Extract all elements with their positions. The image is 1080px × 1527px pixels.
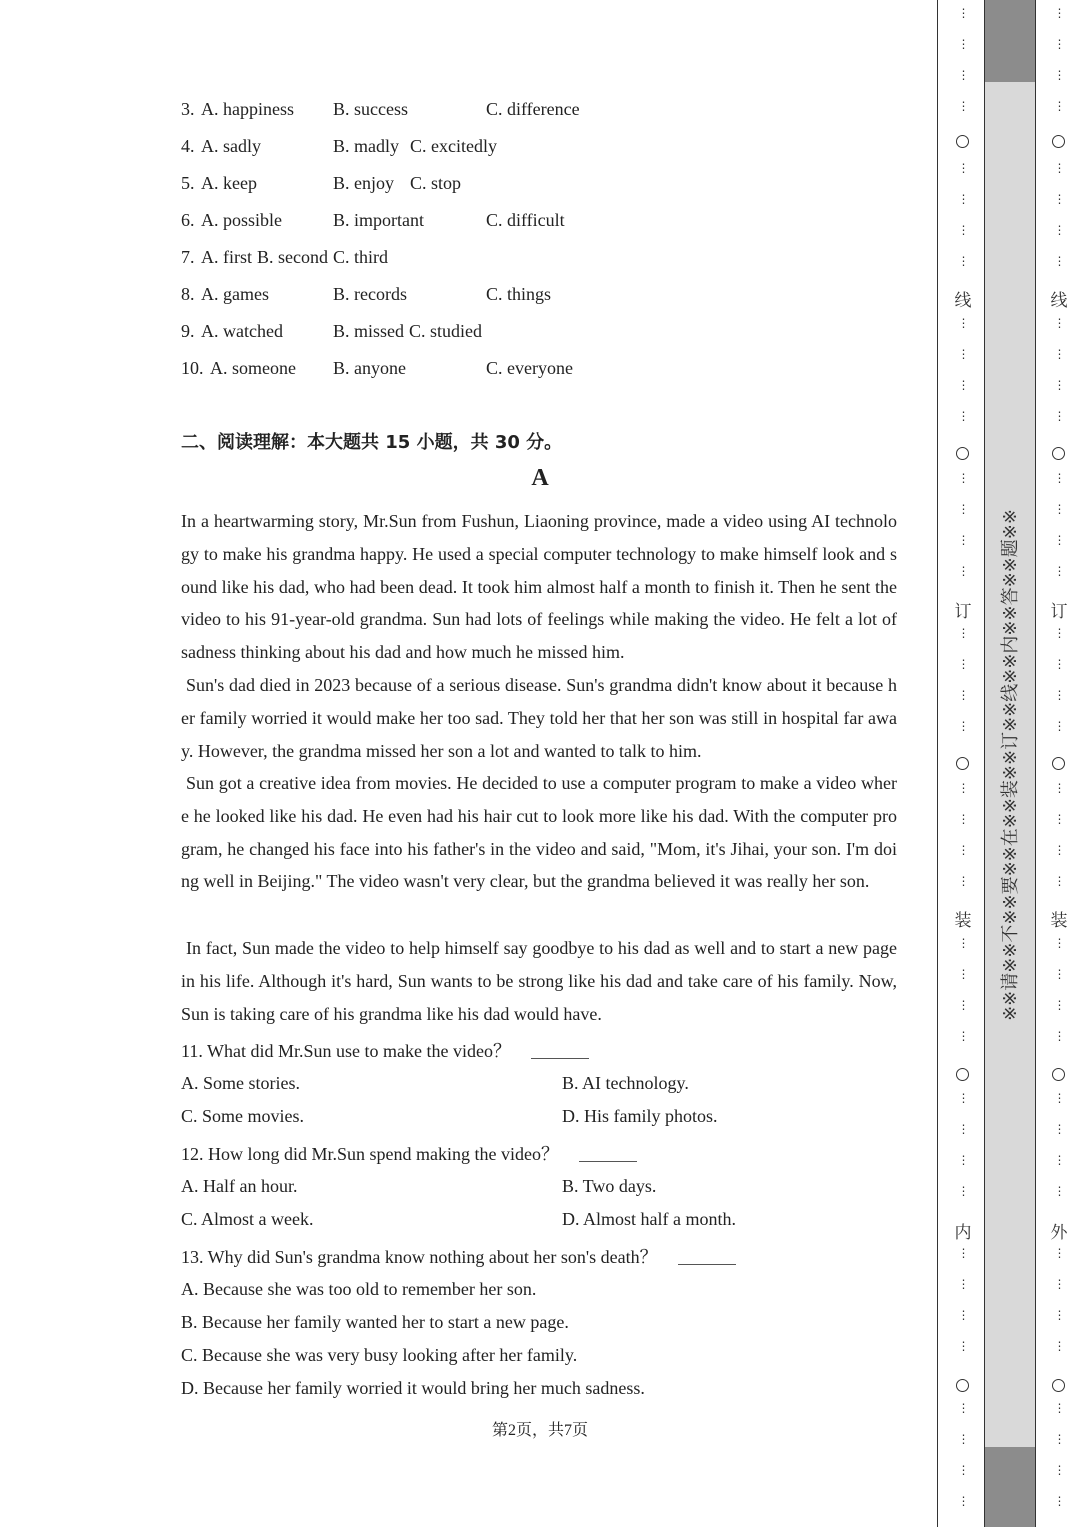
answer-blank[interactable] <box>531 1058 589 1059</box>
binding-border-line <box>937 0 938 1527</box>
binding-dots: ⋮ <box>957 998 969 1012</box>
option-a: A. first <box>201 247 252 267</box>
binding-dots: ⋮ <box>1053 6 1065 20</box>
answer-option[interactable]: A. Because she was too old to remember her son. <box>181 1279 537 1299</box>
binding-dots: ⋮ <box>1053 192 1065 206</box>
inner-binding-column <box>950 0 976 1527</box>
binding-dots: ⋮ <box>957 1339 969 1353</box>
binding-hole-ring <box>956 135 969 148</box>
answer-option[interactable]: D. His family photos. <box>562 1106 718 1126</box>
binding-dots: ⋮ <box>957 471 969 485</box>
binding-dots: ⋮ <box>957 68 969 82</box>
binding-dots: ⋮ <box>957 254 969 268</box>
binding-hole-ring <box>956 1068 969 1081</box>
binding-dots: ⋮ <box>1053 533 1065 547</box>
binding-dots: ⋮ <box>957 874 969 888</box>
binding-dots: ⋮ <box>957 533 969 547</box>
option-c: C. third <box>333 247 389 267</box>
binding-label-staple: 订 <box>1050 602 1068 622</box>
option-a: A. games <box>201 284 269 304</box>
binding-dots: ⋮ <box>957 1091 969 1105</box>
option-b: B. records <box>333 284 407 304</box>
binding-dots: ⋮ <box>957 502 969 516</box>
option-a: A. happiness <box>201 99 294 119</box>
binding-label-outer: 外 <box>1050 1223 1068 1243</box>
option-c: C. studied <box>409 321 483 341</box>
binding-hole-ring <box>1052 1379 1065 1392</box>
option-b: B. anyone <box>333 358 406 378</box>
section-heading: 二、阅读理解：本大题共 15 小题，共 30 分。 <box>181 432 563 453</box>
option-b: B. madly <box>333 136 399 156</box>
binding-dots: ⋮ <box>1053 1153 1065 1167</box>
question-number: 9. <box>181 321 195 341</box>
passage-paragraph: In fact, Sun made the video to help himself say goodbye to his dad as well and to start a new page in his life. Although it's hard, Sun wants to be strong like his dad and take care of his family. Now, Sun is taking care of his grandma like his dad would have. <box>181 938 897 1024</box>
question-number: 5. <box>181 173 195 193</box>
binding-dots: ⋮ <box>957 812 969 826</box>
binding-dots: ⋮ <box>1053 1494 1065 1508</box>
binding-dots: ⋮ <box>957 223 969 237</box>
option-b: B. missed <box>333 321 405 341</box>
binding-label-line: 线 <box>954 291 972 311</box>
answer-option[interactable]: C. Because she was very busy looking after her family. <box>181 1345 578 1365</box>
binding-dots: ⋮ <box>1053 316 1065 330</box>
option-a: A. someone <box>210 358 296 378</box>
binding-hole-ring <box>956 1379 969 1392</box>
binding-dots: ⋮ <box>957 6 969 20</box>
binding-dots: ⋮ <box>957 99 969 113</box>
binding-dots: ⋮ <box>957 1432 969 1446</box>
binding-dots: ⋮ <box>1053 1339 1065 1353</box>
question-stem <box>181 1243 736 1269</box>
binding-dots: ⋮ <box>1053 1308 1065 1322</box>
binding-dots: ⋮ <box>1053 1401 1065 1415</box>
binding-hole-ring <box>956 757 969 770</box>
question-text: 12. How long did Mr.Sun spend making the video？ <box>181 1144 559 1164</box>
binding-dots: ⋮ <box>1053 68 1065 82</box>
option-c: C. things <box>486 284 552 304</box>
binding-dots: ⋮ <box>1053 1029 1065 1043</box>
question-number: 4. <box>181 136 195 156</box>
binding-dots: ⋮ <box>957 843 969 857</box>
option-c: C. stop <box>410 173 462 193</box>
binding-band-top <box>984 0 1036 82</box>
binding-dots: ⋮ <box>957 1463 969 1477</box>
binding-dots: ⋮ <box>957 626 969 640</box>
binding-dots: ⋮ <box>1053 657 1065 671</box>
question-number: 7. <box>181 247 195 267</box>
binding-dots: ⋮ <box>1053 161 1065 175</box>
binding-dots: ⋮ <box>1053 347 1065 361</box>
binding-dots: ⋮ <box>1053 223 1065 237</box>
answer-blank[interactable] <box>579 1161 637 1162</box>
option-a: A. possible <box>201 210 282 230</box>
binding-dots: ⋮ <box>1053 1432 1065 1446</box>
binding-dots: ⋮ <box>957 1308 969 1322</box>
binding-dots: ⋮ <box>1053 1184 1065 1198</box>
binding-dots: ⋮ <box>1053 99 1065 113</box>
binding-dots: ⋮ <box>957 688 969 702</box>
binding-dots: ⋮ <box>957 378 969 392</box>
binding-dots: ⋮ <box>957 1401 969 1415</box>
answer-option[interactable]: A. Some stories. <box>181 1073 300 1093</box>
answer-option[interactable]: B. Because her family wanted her to start a new page. <box>181 1312 569 1332</box>
option-b: B. important <box>333 210 424 230</box>
option-c: C. excitedly <box>410 136 497 156</box>
option-a: A. keep <box>201 173 257 193</box>
binding-dots: ⋮ <box>1053 254 1065 268</box>
answer-option[interactable]: D. Because her family worried it would bring her much sadness. <box>181 1378 645 1398</box>
question-number: 8. <box>181 284 195 304</box>
binding-dots: ⋮ <box>1053 781 1065 795</box>
binding-hole-ring <box>1052 447 1065 460</box>
binding-dots: ⋮ <box>957 347 969 361</box>
binding-dots: ⋮ <box>1053 843 1065 857</box>
question-text: 11. What did Mr.Sun use to make the video？ <box>181 1041 511 1061</box>
binding-dots: ⋮ <box>957 781 969 795</box>
question-number: 10. <box>181 358 204 378</box>
option-c: C. everyone <box>486 358 573 378</box>
binding-hole-ring <box>956 447 969 460</box>
binding-dots: ⋮ <box>1053 1463 1065 1477</box>
binding-hole-ring <box>1052 757 1065 770</box>
option-b: B. second <box>257 247 328 267</box>
binding-dots: ⋮ <box>957 1184 969 1198</box>
binding-dots: ⋮ <box>1053 471 1065 485</box>
binding-dots: ⋮ <box>1053 378 1065 392</box>
binding-warning-text: ※※请※※不※※要※※在※※装※※订※※线※※内※※答※※题※※ <box>1000 509 1021 1021</box>
binding-dots: ⋮ <box>1053 564 1065 578</box>
binding-dots: ⋮ <box>957 936 969 950</box>
binding-label-staple: 订 <box>954 602 972 622</box>
passage-paragraph: Sun's dad died in 2023 because of a serious disease. Sun's grandma didn't know about it because her family worried it would make her too sad. They told her that her son was still in hospital far away. However, the grandma missed her son a lot and wanted to talk to him. <box>181 675 897 761</box>
page-footer: 第2页，共7页 <box>491 1422 588 1439</box>
option-c: C. difficult <box>486 210 565 230</box>
binding-dots: ⋮ <box>957 192 969 206</box>
binding-dots: ⋮ <box>1053 967 1065 981</box>
binding-dots: ⋮ <box>1053 719 1065 733</box>
binding-dots: ⋮ <box>957 1122 969 1136</box>
answer-option[interactable]: A. Half an hour. <box>181 1176 298 1196</box>
binding-hole-ring <box>1052 1068 1065 1081</box>
binding-dots: ⋮ <box>1053 1091 1065 1105</box>
binding-dots: ⋮ <box>1053 1246 1065 1260</box>
outer-binding-column <box>1046 0 1072 1527</box>
binding-dots: ⋮ <box>1053 998 1065 1012</box>
question-number: 6. <box>181 210 195 230</box>
option-a: A. sadly <box>201 136 261 156</box>
answer-option[interactable]: B. AI technology. <box>562 1073 689 1093</box>
answer-option[interactable]: B. Two days. <box>562 1176 657 1196</box>
binding-dots: ⋮ <box>1053 812 1065 826</box>
binding-dots: ⋮ <box>1053 409 1065 423</box>
answer-option[interactable]: D. Almost half a month. <box>562 1209 736 1229</box>
binding-dots: ⋮ <box>957 1153 969 1167</box>
answer-option[interactable]: C. Almost a week. <box>181 1209 314 1229</box>
binding-dots: ⋮ <box>957 564 969 578</box>
binding-dots: ⋮ <box>957 37 969 51</box>
question-stem <box>181 1140 637 1166</box>
option-a: A. watched <box>201 321 283 341</box>
answer-blank[interactable] <box>678 1264 736 1265</box>
binding-dots: ⋮ <box>1053 502 1065 516</box>
binding-label-inner: 内 <box>954 1223 972 1243</box>
binding-dots: ⋮ <box>1053 626 1065 640</box>
binding-dots: ⋮ <box>1053 936 1065 950</box>
option-c: C. difference <box>486 99 580 119</box>
question-text: 13. Why did Sun's grandma know nothing about her son's death？ <box>181 1247 658 1267</box>
binding-label-bind: 装 <box>954 911 972 931</box>
binding-dots: ⋮ <box>957 1029 969 1043</box>
binding-dots: ⋮ <box>1053 874 1065 888</box>
binding-dots: ⋮ <box>957 409 969 423</box>
binding-dots: ⋮ <box>957 719 969 733</box>
passage-paragraph: In a heartwarming story, Mr.Sun from Fushun, Liaoning province, made a video using AI technology to make his grandma happy. He used a special computer technology to make himself look and sound like his dad, who had been dead. It took him almost half a month to finish it. Then he sent the video to his 91-year-old grandma. Sun had lots of feelings while making the video. He felt a lot of sadness thinking about his dad and how much he missed him. <box>181 511 897 663</box>
answer-option[interactable]: C. Some movies. <box>181 1106 305 1126</box>
binding-dots: ⋮ <box>957 1277 969 1291</box>
binding-dots: ⋮ <box>957 657 969 671</box>
binding-band-bottom <box>984 1447 1036 1527</box>
binding-dots: ⋮ <box>957 1246 969 1260</box>
binding-label-bind: 装 <box>1050 911 1068 931</box>
passage-paragraph: Sun got a creative idea from movies. He decided to use a computer program to make a video where he looked like his dad. He even had his hair cut to look more like his dad. With the computer program, he changed his face into his father's in the video and said, "Mom, it's Jihai, your son. I'm doing well in Beijing." The video wasn't very clear, but the grandma believed it was really her son. <box>181 773 897 892</box>
option-b: B. enjoy <box>333 173 394 193</box>
binding-dots: ⋮ <box>957 967 969 981</box>
binding-dots: ⋮ <box>1053 1122 1065 1136</box>
binding-hole-ring <box>1052 135 1065 148</box>
binding-label-line: 线 <box>1050 291 1068 311</box>
binding-dots: ⋮ <box>957 161 969 175</box>
option-b: B. success <box>333 99 408 119</box>
question-stem <box>181 1037 589 1063</box>
question-number: 3. <box>181 99 195 119</box>
binding-dots: ⋮ <box>957 1494 969 1508</box>
passage-title: A <box>531 465 549 491</box>
binding-dots: ⋮ <box>957 316 969 330</box>
binding-dots: ⋮ <box>1053 1277 1065 1291</box>
binding-dots: ⋮ <box>1053 37 1065 51</box>
binding-dots: ⋮ <box>1053 688 1065 702</box>
